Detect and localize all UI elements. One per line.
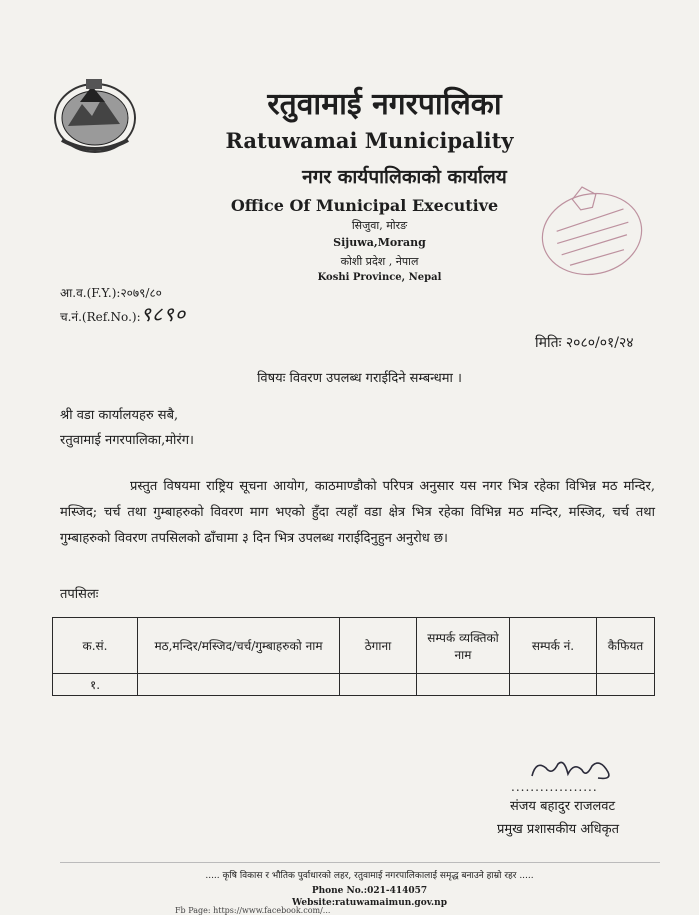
footer-facebook: Fb Page: https://www.facebook.com/... bbox=[175, 906, 331, 915]
column-header: क.सं. bbox=[53, 618, 138, 674]
signature-dots: .................. bbox=[511, 780, 598, 794]
table-cell bbox=[597, 674, 655, 696]
signer-title: प्रमुख प्रशासकीय अधिकृत bbox=[497, 822, 620, 837]
address-nepali: सिजुवा, मोरङ bbox=[351, 219, 408, 232]
reference-label: च.नं.(Ref.No.): bbox=[60, 310, 141, 324]
fiscal-year-value: २०७९/८० bbox=[120, 286, 162, 300]
table-cell bbox=[417, 674, 510, 696]
table-header-row bbox=[53, 618, 655, 674]
recipient-line-1: श्री वडा कार्यालयहरु सबै, bbox=[60, 408, 179, 423]
footer-divider bbox=[60, 862, 660, 863]
table-cell bbox=[340, 674, 417, 696]
office-stamp bbox=[536, 184, 648, 284]
letter-date: मितिः २०८०/०१/२४ bbox=[535, 335, 634, 351]
column-header: सम्पर्क नं. bbox=[510, 618, 597, 674]
table-cell bbox=[138, 674, 340, 696]
column-header: सम्पर्क व्यक्तिको नाम bbox=[417, 618, 510, 674]
footer-slogan: ..... कृषि विकास र भौतिक पुर्वाधारको लहर, रतुवामाई नगरपालिकालाई समृद्ध बनाउने हाम्रो रहर ..... bbox=[205, 871, 534, 881]
column-header: कैफियत bbox=[597, 618, 655, 674]
office-name-english: Office Of Municipal Executive bbox=[230, 196, 499, 215]
municipality-name-nepali: रतुवामाई नगरपालिका bbox=[267, 87, 502, 122]
municipality-name-english: Ratuwamai Municipality bbox=[225, 128, 514, 153]
signer-name: संजय बहादुर राजलवट bbox=[510, 799, 616, 814]
table-cell: १. bbox=[53, 674, 138, 696]
fiscal-year-label: आ.व.(F.Y.): bbox=[60, 286, 121, 300]
office-name-nepali: नगर कार्यपालिकाको कार्यालय bbox=[302, 166, 507, 188]
table-cell bbox=[510, 674, 597, 696]
province-nepali: कोशी प्रदेश , नेपाल bbox=[340, 255, 419, 268]
table-row bbox=[53, 674, 655, 696]
footer-website: Website:ratuwamaimun.gov.np bbox=[291, 898, 448, 908]
reference-value: ९८९० bbox=[140, 302, 187, 326]
letter-subject: विषयः विवरण उपलब्ध गराईदिने सम्बन्धमा । bbox=[257, 371, 462, 386]
province-english: Koshi Province, Nepal bbox=[317, 272, 442, 283]
tapasil-label: तपसिलः bbox=[60, 587, 99, 602]
address-english: Sijuwa,Morang bbox=[333, 236, 426, 249]
fiscal-year bbox=[60, 284, 162, 301]
column-header: मठ,मन्दिर/मस्जिद/चर्च/गुम्बाहरुको नाम bbox=[138, 618, 340, 674]
recipient-line-2: रतुवामाई नगरपालिका,मोरंग। bbox=[60, 433, 194, 448]
reference-number bbox=[60, 300, 186, 327]
column-header: ठेगाना bbox=[340, 618, 417, 674]
footer-phone: Phone No.:021-414057 bbox=[311, 886, 428, 896]
details-table bbox=[52, 617, 655, 696]
letter-body: प्रस्तुत विषयमा राष्ट्रिय सूचना आयोग, काठमाण्डौको परिपत्र अनुसार यस नगर भित्र रहेका विभिन्न मठ मन्दिर, मस्जिद; चर्च तथा गुम्बाहरुको विवरण माग भएको हुँदा त्यहाँ वडा क्षेत्र भित्र रहेका विभिन्न मठ मन्दिर, मस्जिद, चर्च तथा गुम्बाहरुको विवरण तपसिलको ढाँचामा ३ दिन भित्र उपलब्ध गराईदिनुहुन अनुरोध छ। bbox=[60, 479, 655, 546]
